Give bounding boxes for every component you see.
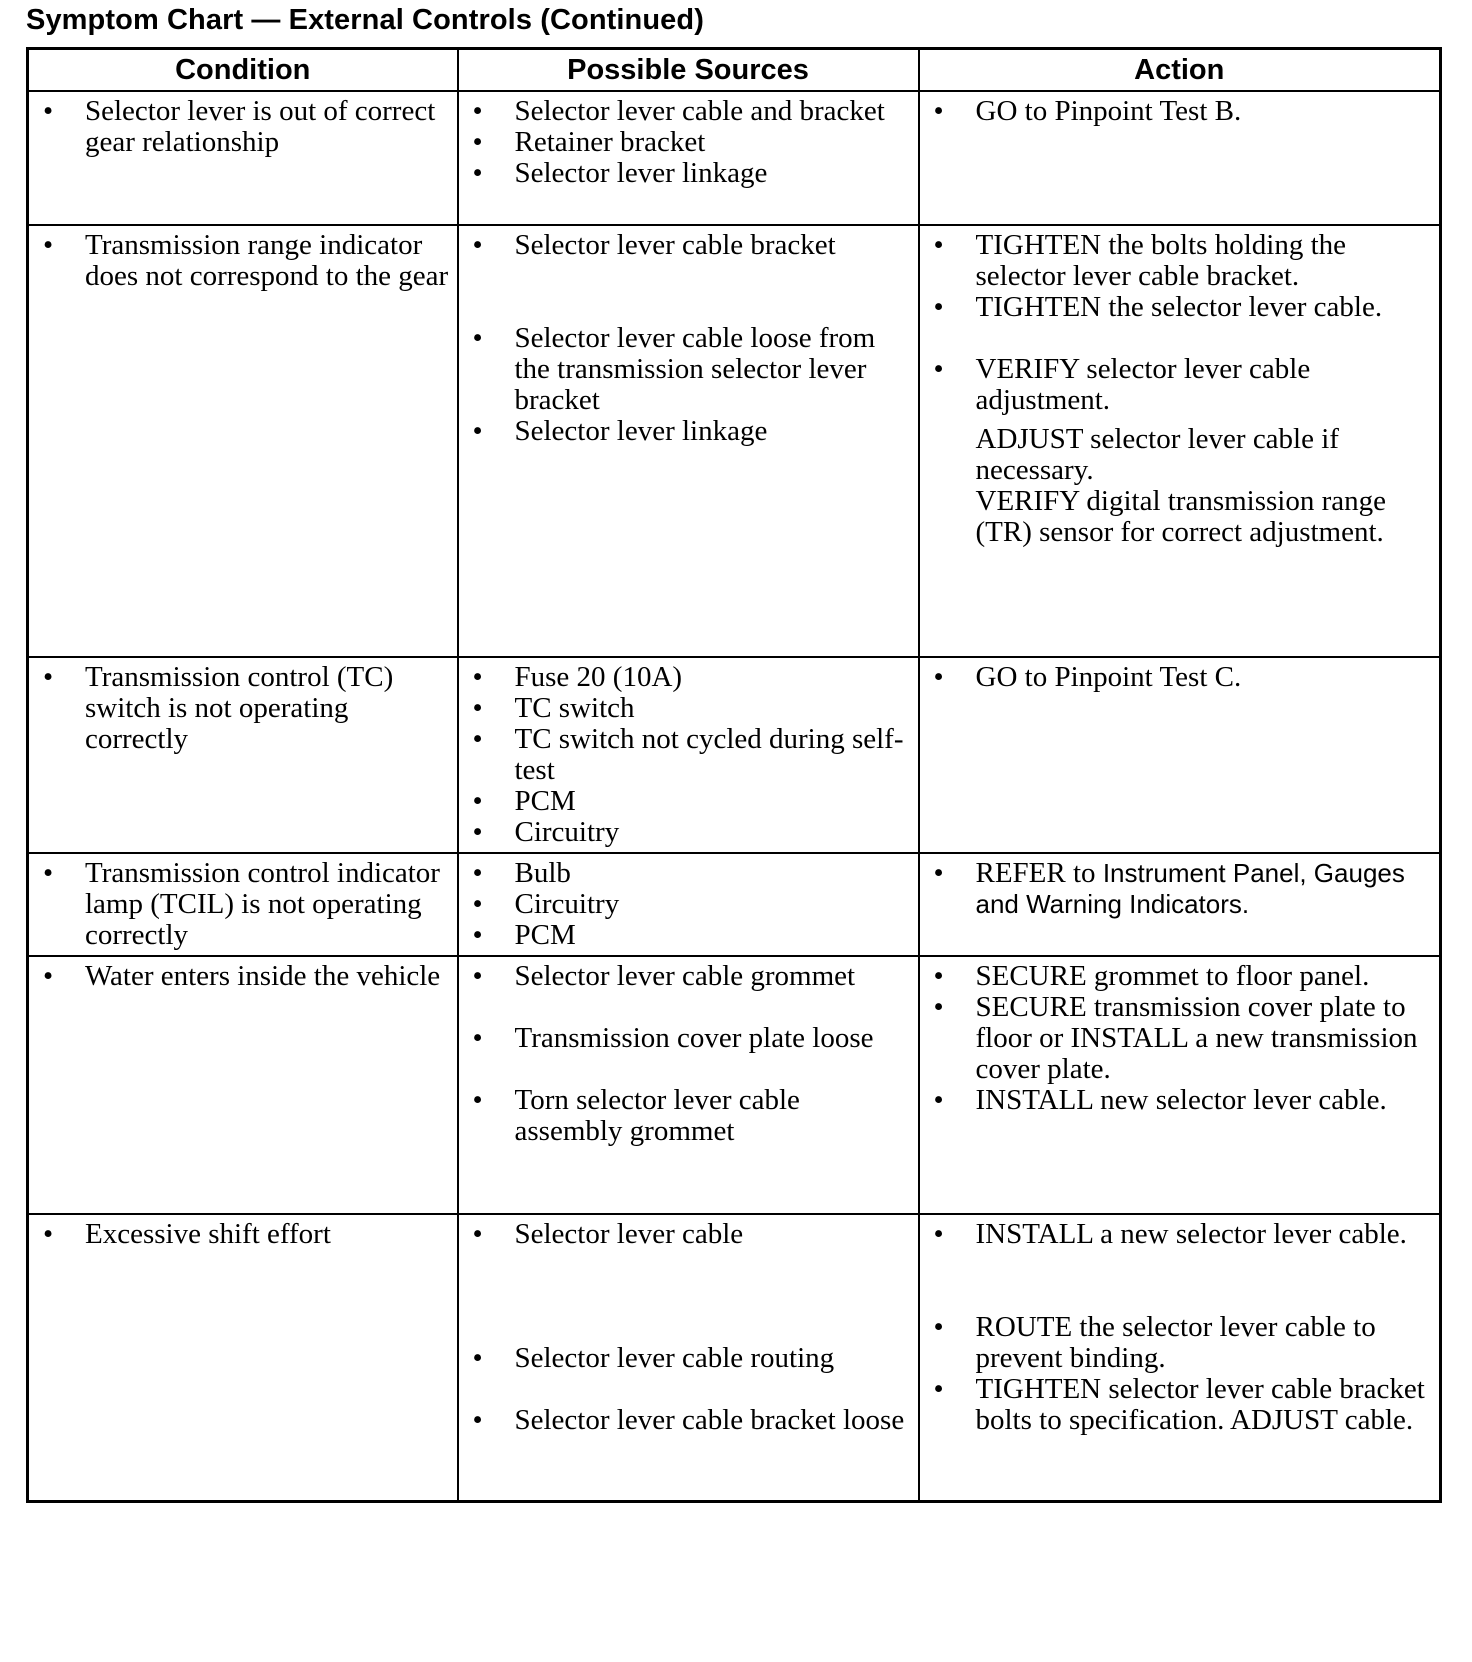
source-text: PCM [514, 785, 576, 817]
list-item [29, 662, 457, 755]
header-possible-sources: Possible Sources [458, 49, 919, 92]
sources-cell [458, 956, 919, 1214]
bullet: • [933, 1373, 944, 1405]
list-item [920, 662, 1440, 693]
bullet: • [43, 229, 54, 261]
condition-cell [28, 956, 458, 1214]
bullet: • [472, 229, 483, 261]
bullet: • [43, 661, 54, 693]
list-item [459, 96, 918, 127]
list-item [459, 230, 918, 261]
action-note-text: ADJUST selector lever cable if necessary. [975, 423, 1339, 486]
header-condition: Condition [28, 49, 458, 92]
bullet: • [472, 322, 483, 354]
reference-link-text: Instrument Panel, Gauges and Warning Indicators. [975, 858, 1405, 919]
sources-cell [458, 853, 919, 956]
bullet: • [933, 661, 944, 693]
list-item [459, 920, 918, 951]
bullet: • [472, 888, 483, 920]
bullet: • [472, 1218, 483, 1250]
list-item [920, 1374, 1440, 1436]
action-cell [919, 657, 1441, 853]
list-item [459, 1405, 918, 1436]
condition-cell [28, 225, 458, 657]
list-item [920, 1219, 1440, 1250]
header-row [28, 49, 1441, 92]
list-item [29, 96, 457, 158]
list-item [920, 96, 1440, 127]
source-text: Selector lever cable grommet [514, 960, 856, 992]
source-text: Selector lever cable and bracket [514, 95, 885, 127]
condition-text: Transmission range indicator does not correspond to the gear [85, 229, 449, 292]
list-item [920, 1312, 1440, 1374]
list-item [29, 961, 457, 992]
bullet: • [472, 960, 483, 992]
list-item [459, 662, 918, 693]
source-text: TC switch not cycled during self-test [514, 723, 904, 786]
bullet: • [933, 1311, 944, 1343]
table-row [28, 1214, 1441, 1501]
bullet: • [933, 291, 944, 323]
list-item [920, 858, 1440, 920]
list-item [459, 1219, 918, 1250]
condition-text: Water enters inside the vehicle [85, 960, 441, 992]
source-text: Selector lever cable routing [514, 1342, 835, 1374]
source-text: Fuse 20 (10A) [514, 661, 683, 693]
condition-cell [28, 91, 458, 225]
table-row [28, 225, 1441, 657]
action-text: TIGHTEN the bolts holding the selector lever cable bracket. [975, 229, 1347, 292]
list-item [459, 158, 918, 189]
list-item [920, 961, 1440, 992]
list-item [459, 323, 918, 416]
bullet: • [933, 95, 944, 127]
table-row [28, 853, 1441, 956]
bullet: • [472, 723, 483, 755]
bullet: • [933, 229, 944, 261]
list-item [459, 817, 918, 848]
source-text: Selector lever cable bracket loose [514, 1404, 905, 1436]
list-item [459, 786, 918, 817]
bullet: • [472, 857, 483, 889]
source-text: Bulb [514, 857, 571, 889]
list-item [920, 292, 1440, 323]
list-item [459, 889, 918, 920]
list-item [459, 1023, 918, 1054]
bullet: • [472, 1022, 483, 1054]
sources-cell [458, 657, 919, 853]
bullet: • [472, 816, 483, 848]
condition-cell [28, 657, 458, 853]
action-note-text: VERIFY digital transmission range (TR) sensor for correct adjustment. [975, 485, 1387, 548]
list-item [459, 693, 918, 724]
action-text: INSTALL a new selector lever cable. [975, 1218, 1407, 1250]
list-item [459, 724, 918, 786]
table-row [28, 657, 1441, 853]
action-text: TIGHTEN the selector lever cable. [975, 291, 1383, 323]
condition-text: Selector lever is out of correct gear relationship [85, 95, 436, 158]
sources-cell [458, 1214, 919, 1501]
symptom-chart-table [26, 47, 1442, 1503]
list-item [920, 1085, 1440, 1116]
action-cell [919, 91, 1441, 225]
bullet: • [43, 857, 54, 889]
action-text: TIGHTEN selector lever cable bracket bolts to specification. ADJUST cable. [975, 1373, 1425, 1436]
bullet: • [43, 95, 54, 127]
source-text: PCM [514, 919, 576, 951]
source-text: Transmission cover plate loose [514, 1022, 874, 1054]
action-text: REFER to [975, 857, 1096, 889]
list-item [459, 1085, 918, 1147]
action-text: ROUTE the selector lever cable to prevent binding. [975, 1311, 1376, 1374]
bullet: • [472, 1404, 483, 1436]
bullet: • [472, 157, 483, 189]
bullet: • [933, 353, 944, 385]
action-text: INSTALL new selector lever cable. [975, 1084, 1387, 1116]
list-item [459, 858, 918, 889]
source-text: Retainer bracket [514, 126, 706, 158]
source-text: Circuitry [514, 816, 620, 848]
bullet: • [472, 415, 483, 447]
bullet: • [933, 960, 944, 992]
list-item [29, 1219, 457, 1250]
source-text: Selector lever cable bracket [514, 229, 836, 261]
bullet: • [933, 991, 944, 1023]
header-action: Action [919, 49, 1441, 92]
bullet: • [472, 95, 483, 127]
bullet: • [472, 1342, 483, 1374]
action-text: GO to Pinpoint Test B. [975, 95, 1242, 127]
list-item [29, 230, 457, 292]
action-cell [919, 956, 1441, 1214]
condition-cell [28, 853, 458, 956]
table-row [28, 956, 1441, 1214]
bullet: • [472, 661, 483, 693]
action-text: GO to Pinpoint Test C. [975, 661, 1242, 693]
action-note [920, 424, 1440, 486]
list-item [920, 354, 1440, 416]
sources-cell [458, 225, 919, 657]
sources-cell [458, 91, 919, 225]
action-note [920, 486, 1440, 548]
bullet: • [43, 960, 54, 992]
source-text: Circuitry [514, 888, 620, 920]
source-text: Selector lever cable [514, 1218, 744, 1250]
condition-text: Transmission control (TC) switch is not operating correctly [85, 661, 394, 755]
action-cell [919, 1214, 1441, 1501]
bullet: • [43, 1218, 54, 1250]
list-item [459, 416, 918, 447]
action-cell [919, 853, 1441, 956]
condition-cell [28, 1214, 458, 1501]
action-text: SECURE grommet to floor panel. [975, 960, 1370, 992]
source-text: Selector lever linkage [514, 157, 768, 189]
bullet: • [933, 857, 944, 889]
action-cell [919, 225, 1441, 657]
bullet: • [933, 1084, 944, 1116]
source-text: TC switch [514, 692, 635, 724]
list-item [920, 992, 1440, 1085]
bullet: • [472, 919, 483, 951]
bullet: • [472, 692, 483, 724]
list-item [459, 127, 918, 158]
list-item [29, 858, 457, 951]
list-item [459, 961, 918, 992]
condition-text: Excessive shift effort [85, 1218, 331, 1250]
source-text: Torn selector lever cable assembly grommet [514, 1084, 800, 1147]
source-text: Selector lever linkage [514, 415, 768, 447]
list-item [459, 1343, 918, 1374]
list-item [920, 230, 1440, 292]
condition-text: Transmission control indicator lamp (TCIL) is not operating correctly [85, 857, 440, 951]
action-text: SECURE transmission cover plate to floor or INSTALL a new transmission cover plate. [975, 991, 1418, 1085]
action-text: VERIFY selector lever cable adjustment. [975, 353, 1311, 416]
source-text: Selector lever cable loose from the transmission selector lever bracket [514, 322, 876, 416]
bullet: • [933, 1218, 944, 1250]
bullet: • [472, 126, 483, 158]
table-row [28, 91, 1441, 225]
bullet: • [472, 1084, 483, 1116]
bullet: • [472, 785, 483, 817]
page-title: Symptom Chart — External Controls (Continued) [26, 4, 704, 36]
